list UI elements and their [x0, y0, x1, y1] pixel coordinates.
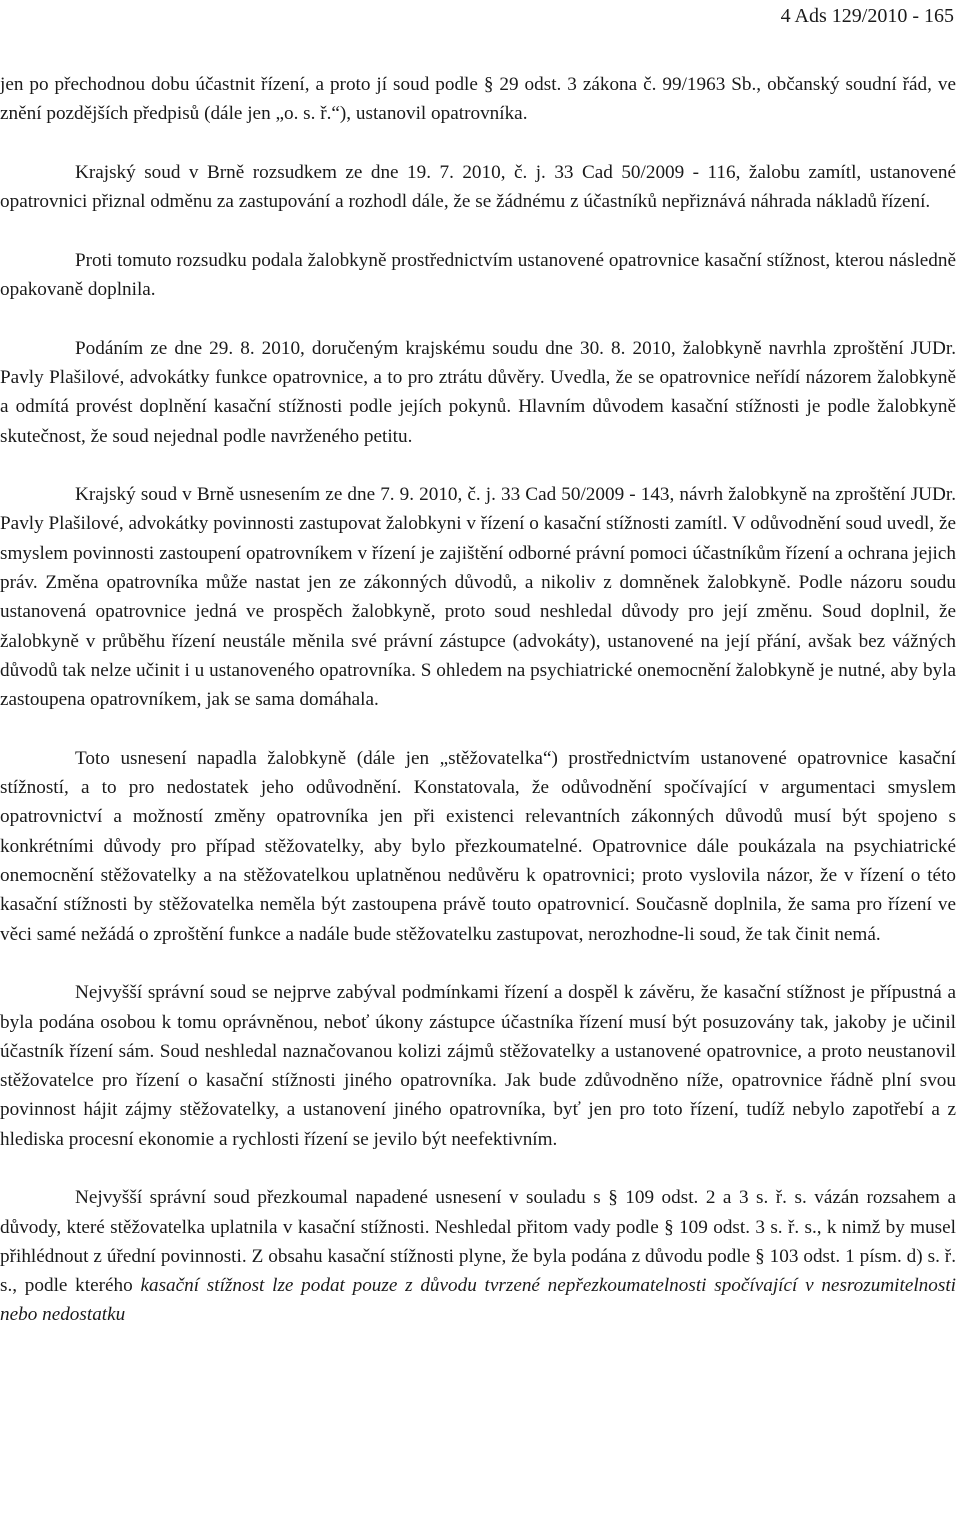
paragraph-motion: Podáním ze dne 29. 8. 2010, doručeným krajskému soudu dne 30. 8. 2010, žalobkyně navrhla zproštění JUDr. Pavly Plašilové, advokátky funkce opatrovnice, a to pro ztrátu důvěry. Uvedla, že se opatrovnice neřídí názorem žalobkyně a odmítá provést doplnění kasační stížnosti podle jejích pokynů. Hlavním důvodem kasační stížnosti je podle žalobkyně skutečnost, že soud nejednal podle navrženého petitu. [0, 337, 956, 447]
review-quote: kasační stížnost lze podat pouze z důvodu tvrzené nepřezkoumatelnosti spočívající v nesrozumitelnosti nebo nedostatku [0, 1275, 957, 1326]
paragraph-gap [0, 1154, 956, 1183]
paragraph-gap [0, 129, 956, 158]
paragraph-gap [0, 949, 956, 978]
review-text: Nejvyšší správní soud přezkoumal napadené usnesení v souladu s § 109 odst. 2 a 3 s. ř. s. vázán rozsahem a důvody, které stěžovatelka uplatnila v kasační stížnosti. Neshledal přitom vady podle § 109 odst. 3 s. ř. s., k nimž by musel přihlédnout z úřední povinnosti. Z obsahu kasační stížnosti plyne, že byla podána z důvodu podle § 103 odst. 1 písm. d) s. ř. s., podle kterého [0, 1187, 956, 1297]
paragraph-gap [0, 216, 956, 245]
paragraph-resolution: Krajský soud v Brně usnesením ze dne 7. 9. 2010, č. j. 33 Cad 50/2009 - 143, návrh žalobkyně na zproštění JUDr. Pavly Plašilové, advokátky povinnosti zastupovat žalobkyni v řízení o kasační stížnosti zamítl. V odůvodnění soud uvedl, že smyslem povinnosti zastoupení opatrovníkem v řízení je zajištění odborné právní pomoci účastníkům řízení a ochrana jejich práv. Změna opatrovníka může nastat jen ze zákonných důvodů, a nikoliv z domněnek žalobkyně. Podle názoru soudu ustanovená opatrovnice jedná ve prospěch žalobkyně, proto soud neshledal důvody pro její změnu. Soud doplnil, že žalobkyně v průběhu řízení neustále měnila své právní zástupce (advokáty), ustanovené na její přání, avšak bez vážných důvodů tak nelze učinit i u ustanoveného opatrovníka. S ohledem na psychiatrické onemocnění žalobkyně je nutné, aby byla zastoupena opatrovníkem, jak se sama domáhala. [0, 484, 956, 711]
paragraph-gap [0, 715, 956, 744]
document-body [0, 70, 956, 1330]
paragraph-court-assessment: Nejvyšší správní soud se nejprve zabýval podmínkami řízení a dospěl k závěru, že kasační stížnost je přípustná a byla podána osobou k tomu oprávněnou, neboť úkony zástupce účastníka řízení musí být posuzovány tak, jakoby je učinil účastník řízení sám. Soud neshledal naznačovanou kolizi zájmů stěžovatelky a ustanovené opatrovnice, a proto neustanovil stěžovatelce pro řízení o kasační stížnosti jiného opatrovníka. Jak bude zdůvodněno níže, opatrovnice řádně plní svou povinnost hájit zájmy stěžovatelky, a ustanovení jiného opatrovníka, byť jen pro toto řízení, tudíž nebylo zapotřebí a z hlediska procesní ekonomie a rychlosti řízení se jevilo být neefektivním. [0, 982, 956, 1150]
case-reference: 4 Ads 129/2010 - 165 [780, 5, 954, 27]
paragraph-judgment: Krajský soud v Brně rozsudkem ze dne 19. 7. 2010, č. j. 33 Cad 50/2009 - 116, žalobu zamítl, ustanovené opatrovnici přiznal odměnu za zastupování a rozhodl dále, že se žádnému z účastníků nepřiznává náhrada nákladů řízení. [0, 161, 956, 213]
paragraph-complaint: Toto usnesení napadla žalobkyně (dále jen „stěžovatelka“) prostřednictvím ustanovené opatrovnice kasační stížností, a to pro nedostatek jeho odůvodnění. Konstatovala, že odůvodnění spočívající v argumentaci smyslem opatrovnictví a možností změny opatrovníka jen při existenci relevantních zákonných důvodů musí být spojeno s konkrétními důvody pro případ stěžovatelky, aby bylo přezkoumatelné. Opatrovnice dále poukázala na psychiatrické onemocnění stěžovatelky a na stěžovatelkou uplatněnou nedůvěru k opatrovnici; proto vyslovila názor, že v řízení o této kasační stížnosti by stěžovatelka neměla být zastoupena právě touto opatrovnicí. Současně doplnila, že sama pro řízení ve věci samé nežádá o zproštění funkce a nadále bude stěžovatelku zastupovat, nerozhodne-li soud, že tak činit nemá. [0, 747, 956, 945]
paragraph-gap [0, 304, 956, 333]
paragraph-gap [0, 451, 956, 480]
paragraph-review [0, 1183, 956, 1329]
paragraph-continuation: jen po přechodnou dobu účastnit řízení, a proto jí soud podle § 29 odst. 3 zákona č. 99/1963 Sb., občanský soudní řád, ve znění pozdějších předpisů (dále jen „o. s. ř.“), ustanovil opatrovníka. [0, 74, 956, 125]
paragraph-appeal: Proti tomuto rozsudku podala žalobkyně prostřednictvím ustanovené opatrovnice kasační stížnost, kterou následně opakovaně doplnila. [0, 249, 956, 301]
